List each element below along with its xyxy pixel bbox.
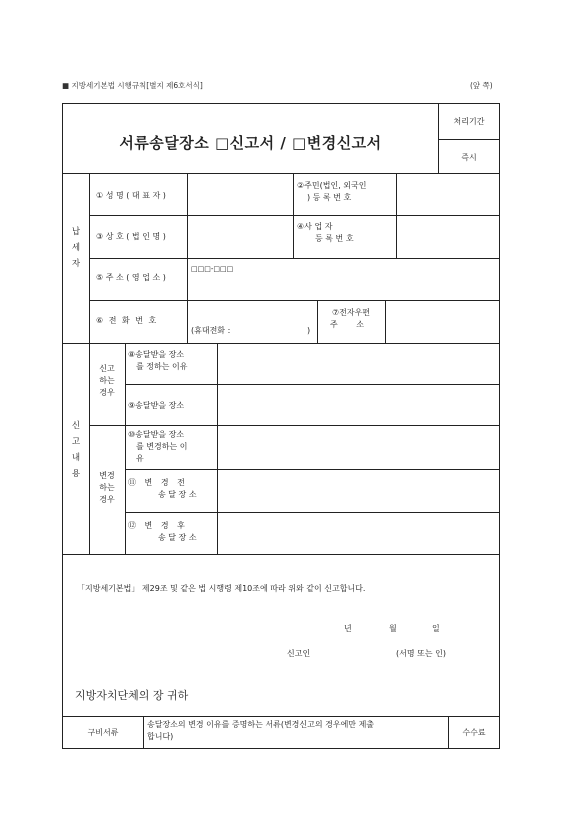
mobile-field-close: ) [307, 326, 311, 335]
name-field[interactable] [188, 174, 292, 215]
phone-label: ⑥ 전 화 번 호 [96, 316, 158, 325]
signature-label: (서명 또는 인) [396, 649, 446, 658]
change-reason-field[interactable] [218, 426, 499, 468]
fee-label: 수수료 [462, 728, 486, 737]
required-docs-text: 송달장소의 변경 이유를 증명하는 서류(변경신고의 경우에만 제출 합니다) [147, 720, 375, 741]
processing-period-label: 처리기간 [453, 117, 485, 126]
date-year-label: 년 [344, 624, 352, 633]
email-label: ⑦전자우편 주 소 [330, 308, 372, 329]
declaration-statement: 「지방세기본법」 제29조 및 같은 법 시행령 제10조에 따라 위와 같이 신고합니다. [77, 584, 366, 593]
addressee: 지방자치단체의 장 귀하 [75, 689, 189, 702]
business-number-label: ④사 업 자 등 록 번 호 [297, 222, 354, 243]
designation-reason-field[interactable] [218, 344, 499, 383]
processing-period-value: 즉시 [461, 153, 477, 162]
mobile-field[interactable]: (휴대전화 : [191, 326, 231, 335]
report-form [62, 103, 500, 749]
email-field[interactable] [386, 301, 499, 342]
form-title: 서류송달장소 □신고서 / □변경신고서 [119, 134, 382, 152]
change-reason-label: ⑩송달받을 장소 를 변경하는 이 유 [128, 430, 188, 463]
address-label: ⑤ 주 소 ( 영 업 소 ) [96, 273, 166, 282]
required-docs-label: 구비서류 [87, 728, 119, 737]
place-before-change-field[interactable] [218, 470, 499, 511]
rrn-label: ②주민(법인, 외국인 ) 등 록 번 호 [297, 181, 367, 202]
page-side-label: (앞 쪽) [470, 81, 493, 90]
trade-name-field[interactable] [188, 216, 292, 258]
delivery-place-field[interactable] [218, 385, 499, 424]
change-report-case-label: 변경 하는 경우 [99, 471, 115, 504]
name-label: ① 성 명 ( 대 표 자 ) [96, 191, 166, 200]
rrn-field[interactable] [397, 174, 499, 215]
form-reference: ■ 지방세기본법 시행규칙[별지 제6호서식] [62, 81, 203, 90]
business-number-field[interactable] [397, 216, 499, 258]
delivery-place-label: ⑨송달받을 장소 [128, 401, 185, 410]
date-month-label: 월 [389, 624, 397, 633]
place-after-change-label: ⑫ 변 경 후 송 달 장 소 [128, 521, 197, 542]
trade-name-label: ③ 상 호 ( 법 인 명 ) [96, 232, 166, 241]
place-before-change-label: ⑪ 변 경 전 송 달 장 소 [128, 478, 197, 499]
place-after-change-field[interactable] [218, 513, 499, 553]
address-field[interactable]: □□□-□□□ [191, 265, 234, 273]
designation-reason-label: ⑧송달받을 장소 를 정하는 이유 [128, 350, 188, 371]
taxpayer-section-label: 납 세 자 [71, 227, 81, 269]
date-day-label: 일 [432, 624, 440, 633]
report-section-label: 신 고 내 용 [71, 421, 81, 479]
reporter-label: 신고인 [287, 649, 311, 658]
new-report-case-label: 신고 하는 경우 [99, 364, 115, 397]
